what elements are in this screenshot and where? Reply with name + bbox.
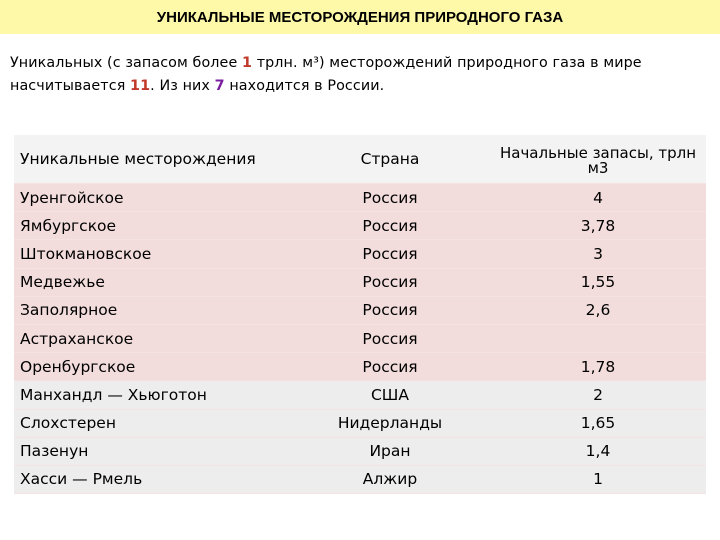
cell-reserves: 3,78	[490, 212, 706, 240]
cell-country: Нидерланды	[290, 409, 490, 437]
cell-reserves: 3	[490, 240, 706, 268]
cell-country: Алжир	[290, 465, 490, 493]
table-row	[14, 268, 706, 296]
cell-field: Штокмановское	[14, 240, 290, 268]
intro-text-3: . Из них	[150, 78, 215, 94]
cell-reserves: 1,78	[490, 353, 706, 381]
cell-field: Ямбургское	[14, 212, 290, 240]
cell-reserves	[490, 324, 706, 352]
intro-text-4: находится в России.	[224, 78, 385, 94]
cell-field: Манхандл — Хьюготон	[14, 381, 290, 409]
cell-field: Заполярное	[14, 296, 290, 324]
cell-field: Хасси — Рмель	[14, 465, 290, 493]
table-row	[14, 437, 706, 465]
cell-country: Иран	[290, 437, 490, 465]
cell-country: Россия	[290, 240, 490, 268]
table-header-row	[14, 135, 706, 184]
cell-field: Оренбургское	[14, 353, 290, 381]
cell-field: Астраханское	[14, 324, 290, 352]
intro-russia-count: 7	[214, 78, 225, 94]
cell-reserves: 1,65	[490, 409, 706, 437]
cell-reserves: 4	[490, 184, 706, 212]
cell-field: Медвежье	[14, 268, 290, 296]
cell-country: Россия	[290, 268, 490, 296]
cell-country: Россия	[290, 296, 490, 324]
page-title: УНИКАЛЬНЫЕ МЕСТОРОЖДЕНИЯ ПРИРОДНОГО ГАЗА	[0, 0, 720, 34]
table-row	[14, 324, 706, 352]
intro-total-count: 11	[130, 78, 151, 94]
cell-country: Россия	[290, 324, 490, 352]
cell-reserves: 1	[490, 465, 706, 493]
cell-field: Слохстерен	[14, 409, 290, 437]
table-row	[14, 212, 706, 240]
header-field: Уникальные месторождения	[14, 135, 290, 184]
gas-fields-table	[14, 135, 706, 494]
intro-text-2: трлн. м³) месторождений природного газа в мире насчитывается	[10, 55, 642, 94]
cell-reserves: 2,6	[490, 296, 706, 324]
cell-field: Уренгойское	[14, 184, 290, 212]
intro-threshold-value: 1	[241, 55, 253, 71]
cell-reserves: 1,55	[490, 268, 706, 296]
table-row	[14, 296, 706, 324]
cell-country: Россия	[290, 353, 490, 381]
table-row	[14, 381, 706, 409]
table-row	[14, 409, 706, 437]
cell-country: Россия	[290, 212, 490, 240]
header-country: Страна	[290, 135, 490, 184]
cell-reserves: 2	[490, 381, 706, 409]
table-row	[14, 353, 706, 381]
intro-paragraph	[10, 52, 710, 98]
table-row	[14, 184, 706, 212]
title-bar	[0, 0, 720, 34]
cell-reserves: 1,4	[490, 437, 706, 465]
intro-text-1: Уникальных (с запасом более	[10, 55, 242, 71]
header-reserves: Начальные запасы, трлн м3	[490, 135, 706, 184]
cell-country: Россия	[290, 184, 490, 212]
table-row	[14, 465, 706, 493]
cell-field: Пазенун	[14, 437, 290, 465]
cell-country: США	[290, 381, 490, 409]
table-row	[14, 240, 706, 268]
